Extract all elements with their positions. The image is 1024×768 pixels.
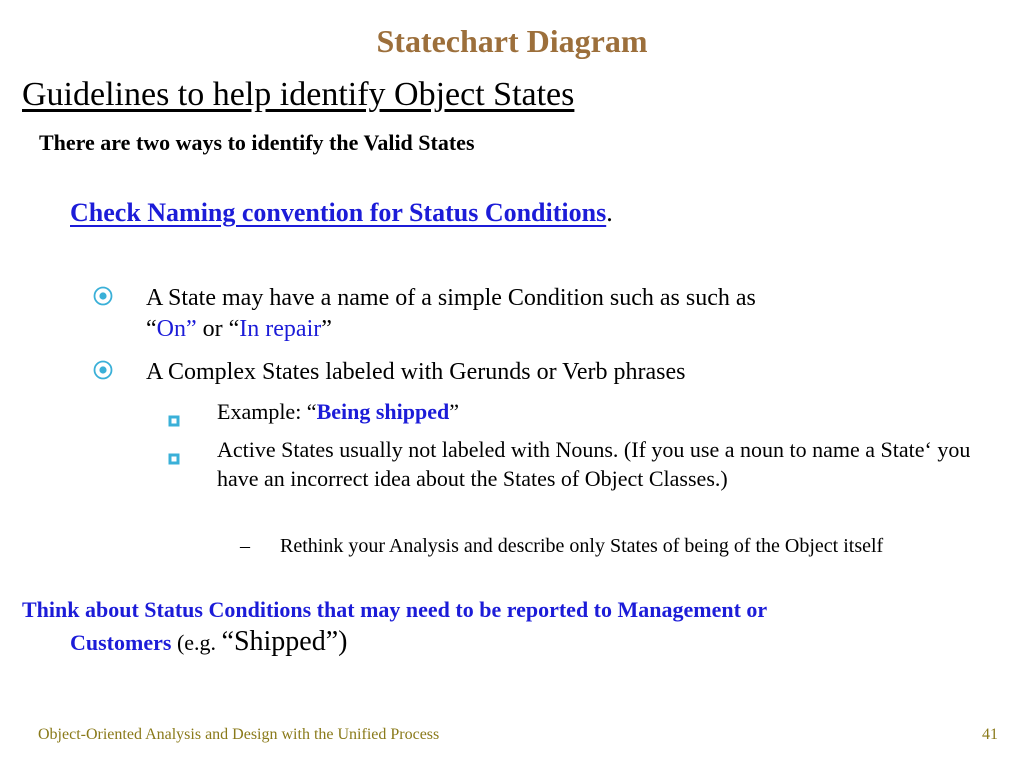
intro-text: There are two ways to identify the Valid States: [39, 130, 475, 155]
slide-subtitle: Guidelines to help identify Object States: [22, 76, 575, 113]
circle-dot-icon: [92, 357, 114, 388]
quote-open: “: [146, 316, 157, 342]
sub-bullet-active-states: [168, 435, 998, 493]
bullet-item-1-line1: A State may have a name of a simple Condition such as such as: [146, 285, 756, 311]
sub-bullet-example-text: [217, 397, 998, 426]
sub-bullet-example: [168, 397, 998, 426]
closing-line-2: [22, 626, 1002, 659]
eg-text: (e.g.: [171, 630, 222, 655]
example-prefix: Example: “: [217, 399, 317, 424]
square-bullet-icon: [168, 405, 180, 417]
closing-paragraph: [22, 594, 1002, 659]
on-term: On”: [156, 316, 197, 342]
bullet-item-1: [92, 283, 992, 345]
square-bullet-icon: [168, 443, 180, 455]
page-number: 41: [982, 726, 998, 743]
or-connector: or “: [196, 316, 240, 342]
slide-title: Statechart Diagram: [376, 23, 648, 59]
check-naming-link: Check Naming convention for Status Conditions: [70, 198, 607, 227]
dash-bullet-rethink-text: Rethink your Analysis and describe only States of being of the Object itself: [280, 535, 884, 557]
in-repair-term: In repair: [239, 316, 322, 342]
closing-line-1: Think about Status Conditions that may need to be reported to Management or: [22, 597, 768, 622]
check-naming-period: .: [606, 198, 613, 227]
dash-bullet: –: [240, 535, 250, 557]
shipped-quote: “Shipped”): [221, 626, 348, 657]
being-shipped-term: Being shipped: [316, 399, 450, 424]
bullet-item-2: [92, 357, 992, 388]
bullet-item-1-text: [146, 283, 992, 345]
example-suffix: ”: [449, 399, 460, 424]
check-naming-heading: [70, 198, 613, 228]
sub-bullet-active-states-text: Active States usually not labeled with Nouns. (If you use a noun to name a State‘ you have an incorrect idea about the States of Object Classes.): [217, 437, 971, 491]
footer-course-title: Object-Oriented Analysis and Design with the Unified Process: [38, 726, 440, 743]
customers-term: Customers: [70, 630, 172, 655]
circle-dot-icon: [92, 283, 114, 314]
quote-close: ”: [321, 316, 332, 342]
dash-bullet-rethink: [240, 534, 960, 559]
bullet-item-2-text: A Complex States labeled with Gerunds or Verb phrases: [146, 359, 686, 385]
